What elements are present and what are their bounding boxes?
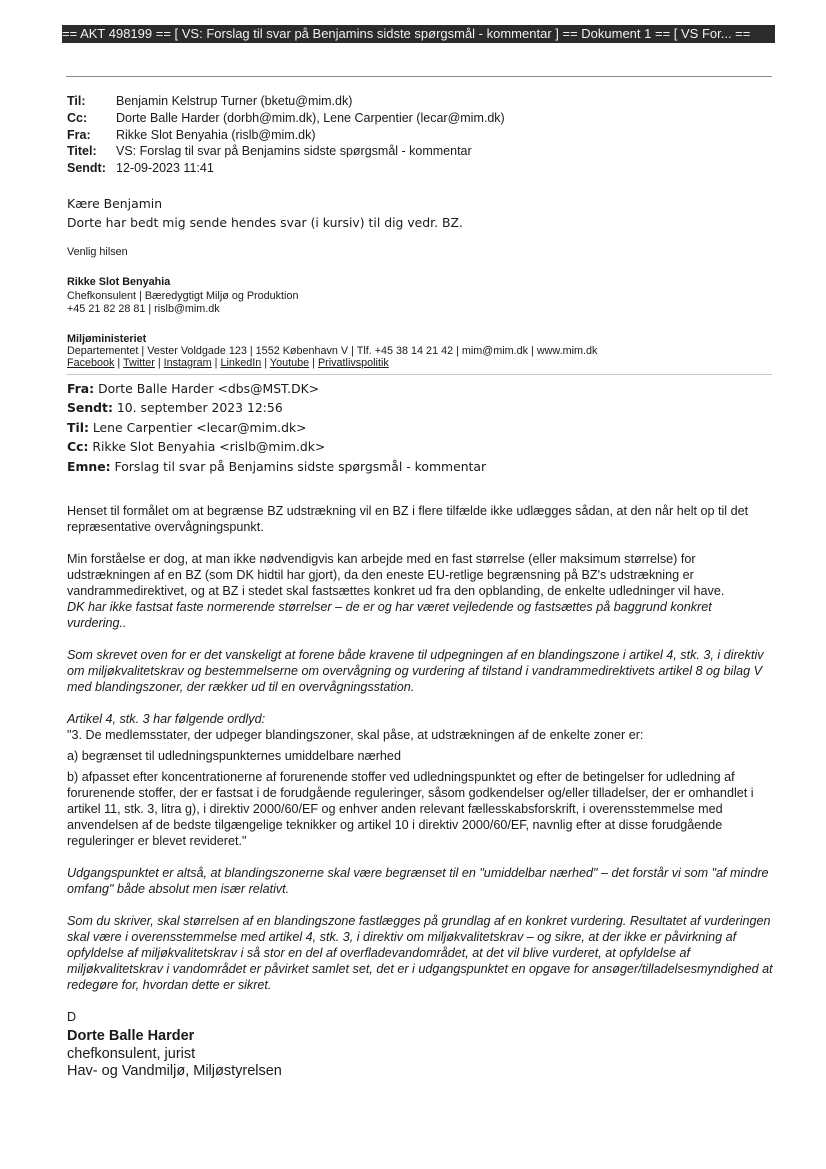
forward-divider xyxy=(66,374,772,375)
body-paragraph-5: Udgangspunktet er altså, at blandingszonerne skal være begrænset til en "umiddelbar nærhed" – det forstår vi som "af mindre omfang" både absolut men især relativt. xyxy=(67,866,769,896)
header-cc-row xyxy=(67,110,505,127)
youtube-link[interactable]: Youtube xyxy=(269,357,310,369)
linkedin-link[interactable]: LinkedIn xyxy=(220,357,262,369)
greeting-text: Dorte har bedt mig sende hendes svar (i kursiv) til dig vedr. BZ. xyxy=(67,215,463,230)
fwd-cc-value: Rikke Slot Benyahia <rislb@mim.dk> xyxy=(92,439,326,455)
fwd-fra-value: Dorte Balle Harder <dbs@MST.DK> xyxy=(98,381,320,396)
forwarded-header xyxy=(67,379,486,476)
top-divider xyxy=(66,76,772,77)
fra-label: Fra: xyxy=(67,127,91,142)
fwd-emne-label: Emne: xyxy=(67,458,111,474)
fwd-emne-value: Forslag til svar på Benjamins sidste spørgsmål - kommentar xyxy=(114,458,487,474)
fwd-sendt-row xyxy=(67,398,486,417)
header-titel-row xyxy=(67,143,505,160)
fwd-emne-row xyxy=(67,457,486,476)
link-separator: | xyxy=(154,357,164,369)
signature-title: Chefkonsulent | Bæredygtigt Miljø og Produktion xyxy=(67,289,299,302)
fwd-fra-row xyxy=(67,379,486,398)
body-initial: D xyxy=(67,1010,77,1024)
instagram-link[interactable]: Instagram xyxy=(163,357,212,369)
greeting xyxy=(67,194,463,232)
header-fra-row xyxy=(67,127,505,144)
facebook-link[interactable]: Facebook xyxy=(67,357,115,369)
body-paragraph-1: Henset til formålet om at begrænse BZ udstrækning vil en BZ i flere tilfælde ikke udlægges sådan, at den når helt op til det repræsentative overvågningspunkt. xyxy=(67,504,749,534)
fwd-til-label: Til: xyxy=(67,419,89,435)
signature-name: Rikke Slot Benyahia xyxy=(67,276,171,288)
signature-org: Miljøministeriet xyxy=(67,333,147,345)
article-point-b: b) afpasset efter koncentrationerne af forurenende stoffer ved udledningspunktet og efter de betingelser for udledning af forurenende stoffer, der er fastsat i de forudgående reguleringer, såsom godkendelser og/eller tilladelser, der er omhandlet i artikel 11, stk. 3, litra g), i direktiv 2000/60/EF og enhver anden relevant fællesskabsforskrift, i overensstemmelse med anvendelsen af de bedste tilgængelige teknikker og artikel 10 i direktiv 2000/60/EF, navnlig efter at disse forudgående reguleringer er blevet revideret." xyxy=(67,770,754,848)
fwd-til-value: Lene Carpentier <lecar@mim.dk> xyxy=(92,419,307,435)
article-quote-intro: "3. De medlemsstater, der udpeger blandingszoner, skal påse, at udstrækningen af de enkelte zoner er: xyxy=(67,728,644,742)
titel-value: VS: Forslag til svar på Benjamins sidste spørgsmål - kommentar xyxy=(116,144,472,159)
link-separator: | xyxy=(211,357,221,369)
link-separator: | xyxy=(114,357,124,369)
fwd-sendt-value: 10. september 2023 12:56 xyxy=(116,400,283,416)
body-paragraph-6: Som du skriver, skal størrelsen af en blandingszone fastlægges på grundlag af en konkret vurdering. Resultatet af vurderingen skal være i overensstemmelse med artikel 4, stk. 3, i direktiv om miljøkvalitetskrav – og sikre, at der ikke er påvirkning af opfyldelse af miljøkvalitetskrav i så stor en del af overfladevandområdet, at det vil blive vurderet, at opfyldelse af miljøkvalitetskrav i vandområdet er påvirket samlet set, det er i udgangspunktet en opgave for ansøger/tilladelsesmyndighed at redegøre for, hvordan dette er sikret. xyxy=(67,914,773,992)
final-signature-unit: Hav- og Vandmiljø, Miljøstyrelsen xyxy=(67,1063,282,1079)
twitter-link[interactable]: Twitter xyxy=(123,357,155,369)
signature-phone: +45 21 82 28 81 | rislb@mim.dk xyxy=(67,303,220,315)
closing-text: Venlig hilsen xyxy=(67,246,128,258)
article-point-a: a) begrænset til udledningspunkternes umiddelbare nærhed xyxy=(67,749,401,763)
message-body xyxy=(67,503,773,1025)
sender-signature xyxy=(67,276,298,317)
cc-value: Dorte Balle Harder (dorbh@mim.dk), Lene Carpentier (lecar@mim.dk) xyxy=(116,110,505,125)
article-heading: Artikel 4, stk. 3 har følgende ordlyd: xyxy=(67,712,266,726)
fwd-sendt-label: Sendt: xyxy=(67,400,113,416)
fwd-til-row xyxy=(67,418,486,437)
organization-block xyxy=(67,333,597,369)
privacy-policy-link[interactable]: Privatlivspolitik xyxy=(317,357,389,369)
titel-label: Titel: xyxy=(67,144,97,159)
final-signature-name: Dorte Balle Harder xyxy=(67,1028,195,1044)
final-signature-title: chefkonsulent, jurist xyxy=(67,1045,196,1062)
sendt-value: 12-09-2023 11:41 xyxy=(116,161,214,176)
body-paragraph-2-comment: DK har ikke fastsat faste normerende størrelser – de er og har været vejledende og fastsættes på baggrund konkret vurdering.. xyxy=(67,600,712,630)
email-header xyxy=(67,93,505,177)
body-paragraph-2: Min forståelse er dog, at man ikke nødvendigvis kan arbejde med en fast størrelse (eller maksimum størrelse) for udstrækningen af en BZ (som DK hidtil har gjort), da den eneste EU-retlige begrænsning på BZ's udstrækning er vandrammedirektivet, og at BZ i stedet skal fastsættes konkret ud fra den opblanding, de enkelte udledninger vil have. xyxy=(67,552,725,598)
link-separator: | xyxy=(261,357,270,369)
til-value: Benjamin Kelstrup Turner (bketu@mim.dk) xyxy=(116,94,353,108)
body-paragraph-3: Som skrevet oven for er det vanskeligt at forene både kravene til udpegningen af en blandingszone i artikel 4, stk. 3, i direktiv om miljøkvalitetskrav og bestemmelserne om overvågning og vurdering af tilstand i vandrammedirektivets artikel 8 og bilag V med blandingszoner, der rækker ud til en overvågningsstation. xyxy=(67,648,764,694)
banner-text: == AKT 498199 == [ VS: Forslag til svar på Benjamins sidste spørgsmål - kommentar ] == Dokument 1 == [ VS For... == xyxy=(62,26,751,41)
signature-address: Departementet | Vester Voldgade 123 | 1552 København V | Tlf. +45 38 14 21 42 | mim@mim.dk | www.mim.dk xyxy=(67,345,598,357)
til-label: Til: xyxy=(67,94,86,108)
link-separator: | xyxy=(309,357,318,369)
fwd-cc-row xyxy=(67,437,486,456)
fra-value: Rikke Slot Benyahia (rislb@mim.dk) xyxy=(116,127,316,142)
fwd-cc-label: Cc: xyxy=(67,439,89,455)
header-sendt-row xyxy=(67,160,505,177)
fwd-fra-label: Fra: xyxy=(67,381,95,396)
header-til-row xyxy=(67,93,505,110)
greeting-salutation: Kære Benjamin xyxy=(67,196,163,211)
document-banner xyxy=(62,25,775,43)
social-links xyxy=(67,357,597,369)
sendt-label: Sendt: xyxy=(67,161,106,176)
cc-label: Cc: xyxy=(67,110,88,125)
final-signature xyxy=(67,1028,282,1081)
